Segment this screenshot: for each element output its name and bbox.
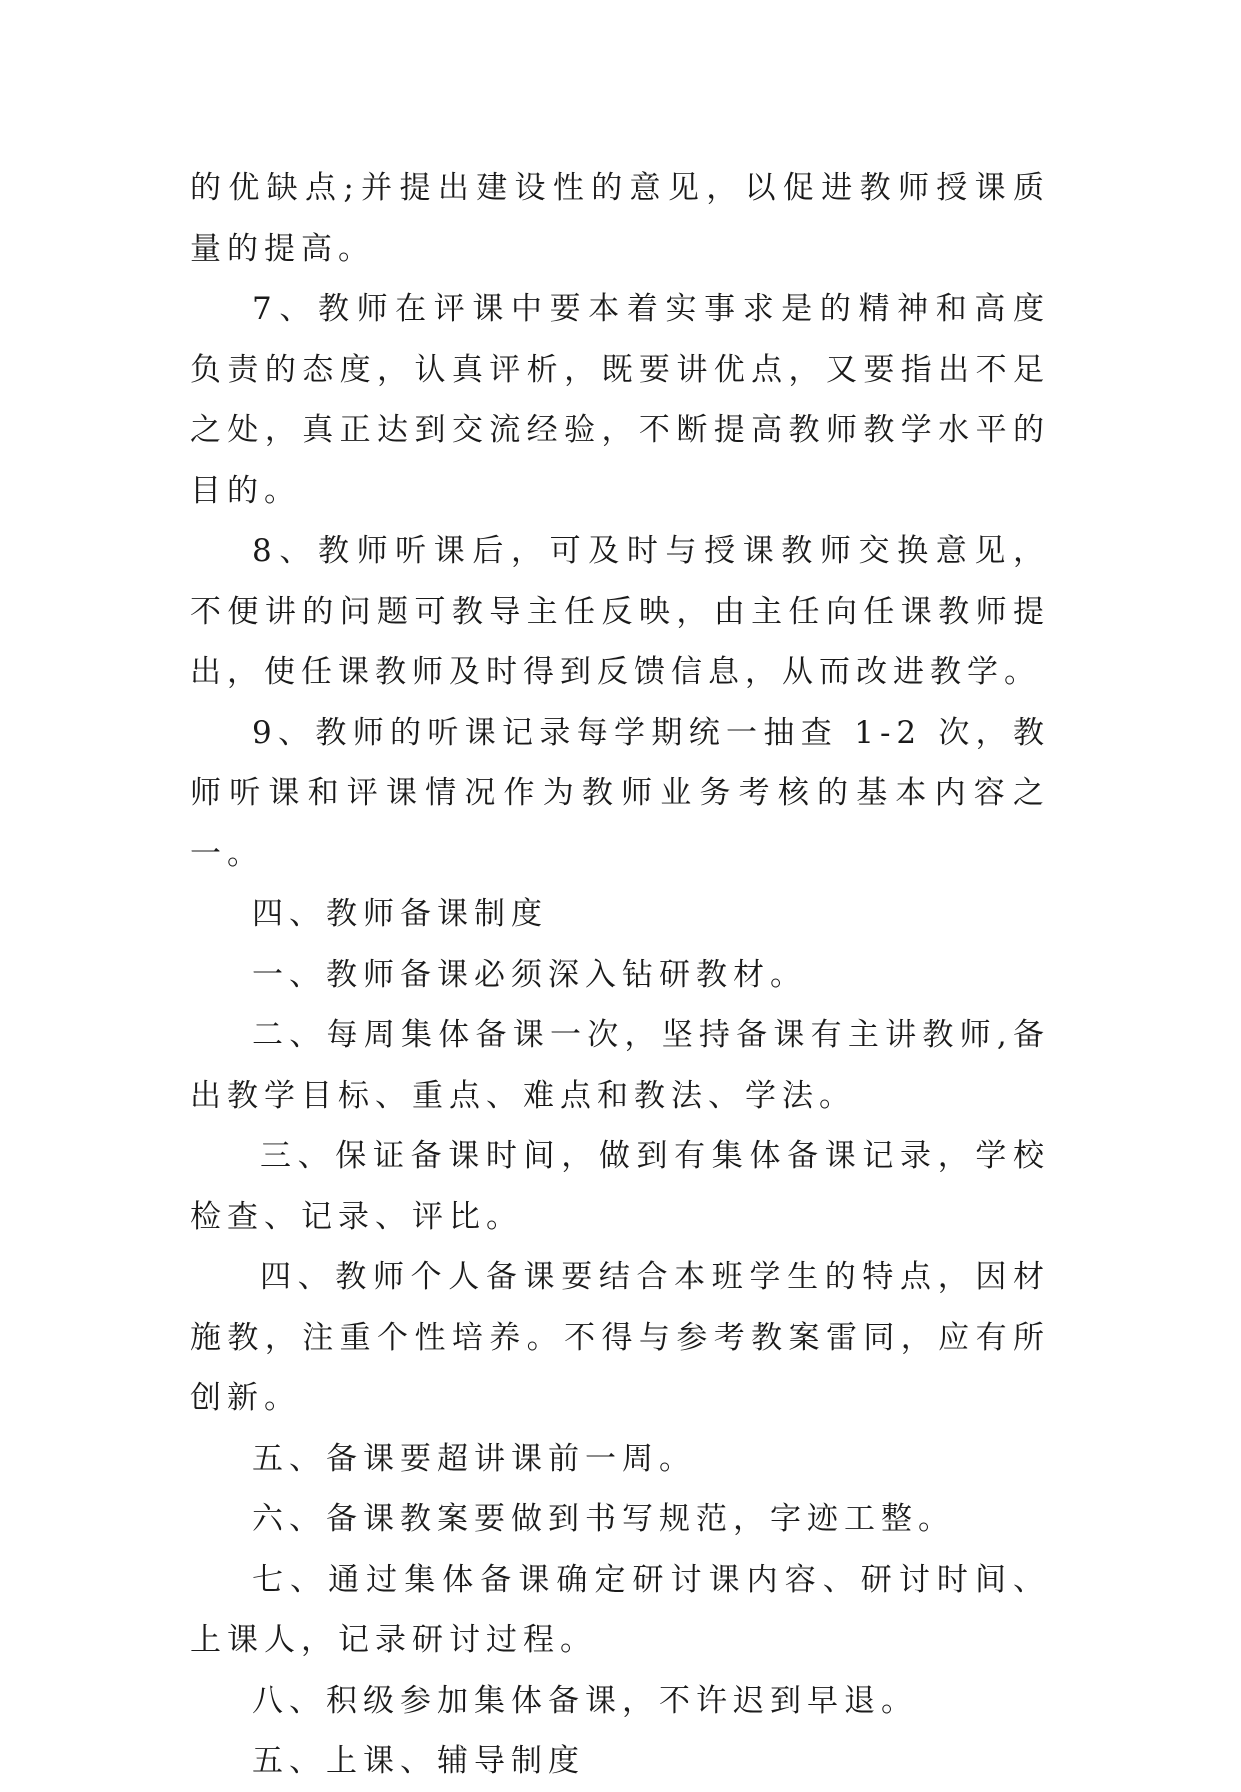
rule-item-8: 八、积级参加集体备课，不许迟到早退。 xyxy=(252,1682,918,1719)
paragraph-item-7: 7、教师在评课中要本着实事求是的精神和高度负责的态度，认真评析，既要讲优点，又要指出不足之处，真正达到交流经验，不断提高教师教学水平的目的。 xyxy=(190,291,1050,509)
rule-item-4: 四、教师个人备课要结合本班学生的特点，因材施教，注重个性培养。不得与参考教案雷同，应有所创新。 xyxy=(190,1259,1050,1416)
rule-item-1: 一、教师备课必须深入钻研教材。 xyxy=(252,956,807,993)
paragraph-continuation: 的优缺点;并提出建设性的意见，以促进教师授课质量的提高。 xyxy=(190,170,1050,267)
section-heading-5: 五、上课、辅导制度 xyxy=(252,1743,585,1779)
paragraph-item-8: 8、教师听课后，可及时与授课教师交换意见，不便讲的问题可教导主任反映，由主任向任课教师提出，使任课教师及时得到反馈信息，从而改进教学。 xyxy=(190,533,1050,690)
section-heading-4: 四、教师备课制度 xyxy=(252,896,548,932)
rule-item-5: 五、备课要超讲课前一周。 xyxy=(252,1440,696,1477)
rule-item-3: 三、保证备课时间，做到有集体备课记录，学校检查、记录、评比。 xyxy=(190,1138,1050,1235)
body-text xyxy=(190,158,1050,1792)
rule-item-6: 六、备课教案要做到书写规范，字迹工整。 xyxy=(252,1501,955,1537)
rule-item-2: 二、每周集体备课一次，坚持备课有主讲教师,备出教学目标、重点、难点和教法、学法。 xyxy=(190,1017,1050,1114)
paragraph-item-9: 9、教师的听课记录每学期统一抽查 1-2 次，教师听课和评课情况作为教师业务考核的基本内容之一。 xyxy=(190,714,1050,872)
rule-item-7: 七、通过集体备课确定研讨课内容、研讨时间、上课人，记录研讨过程。 xyxy=(190,1561,1050,1658)
